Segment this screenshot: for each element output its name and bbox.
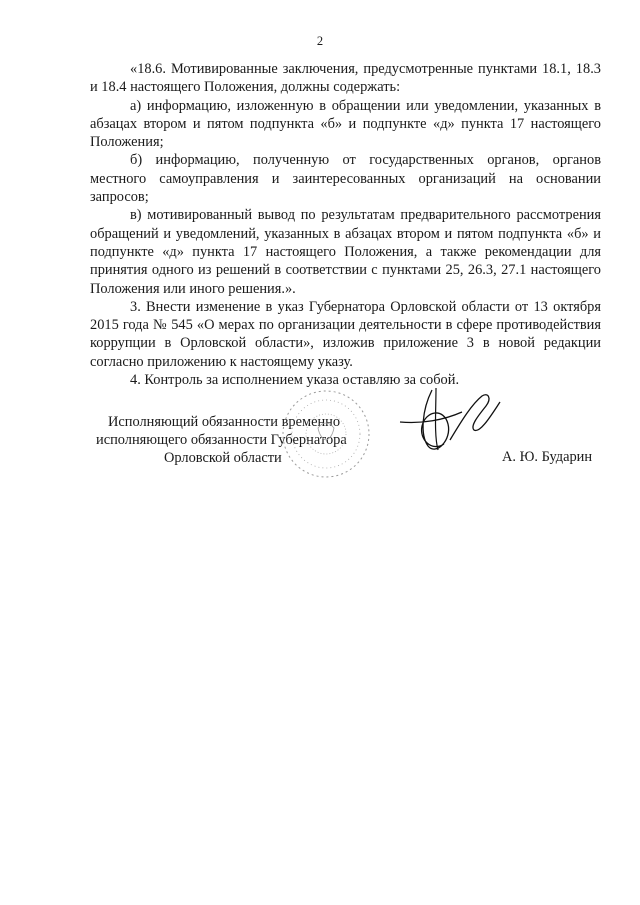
signatory-name: А. Ю. Бударин [502,449,593,465]
paragraph-item-3: 3. Внести изменение в указ Губернатора Орловской области от 13 октября 2015 года № 545 «О мерах по организации деятельности в сфере противодействия коррупции в Орловской области», изложив приложение 3 в новой редакции согласно приложению к настоящему указу. [90,298,601,370]
position-line-3: Орловской области [164,450,282,466]
paragraph-subitem-b: б) информацию, полученную от государственных органов, органов местного самоуправления и заинтересованных организаций на основании запросов; [90,152,601,206]
handwritten-signature-icon [392,380,512,470]
position-line-1: Исполняющий обязанности временно [108,414,341,430]
page-number: 2 [316,34,324,48]
document-body [90,60,601,389]
paragraph-item-4: 4. Контроль за исполнением указа оставляю за собой. [130,372,460,389]
official-seal-icon [280,388,372,480]
position-line-2: исполняющего обязанности Губернатора [96,432,347,448]
paragraph-18-6: «18.6. Мотивированные заключения, предусмотренные пунктами 18.1, 18.3 и 18.4 настоящего Положения, должны содержать: [90,61,601,96]
paragraph-subitem-v: в) мотивированный вывод по результатам предварительного рассмотрения обращений и уведомлений, указанных в абзацах втором и пятом подпункта «б» и подпункте «д» пункта 17 настоящего Положения, а также рекомендации для принятия одного из решений в соответствии с пунктами 25, 26.3, 27.1 настоящего Положения или иного решения.». [90,207,601,297]
paragraph-subitem-a: а) информацию, изложенную в обращении или уведомлении, указанных в абзацах втором и пятом подпункта «б» и подпункте «д» пункта 17 настоящего Положения; [90,97,601,151]
